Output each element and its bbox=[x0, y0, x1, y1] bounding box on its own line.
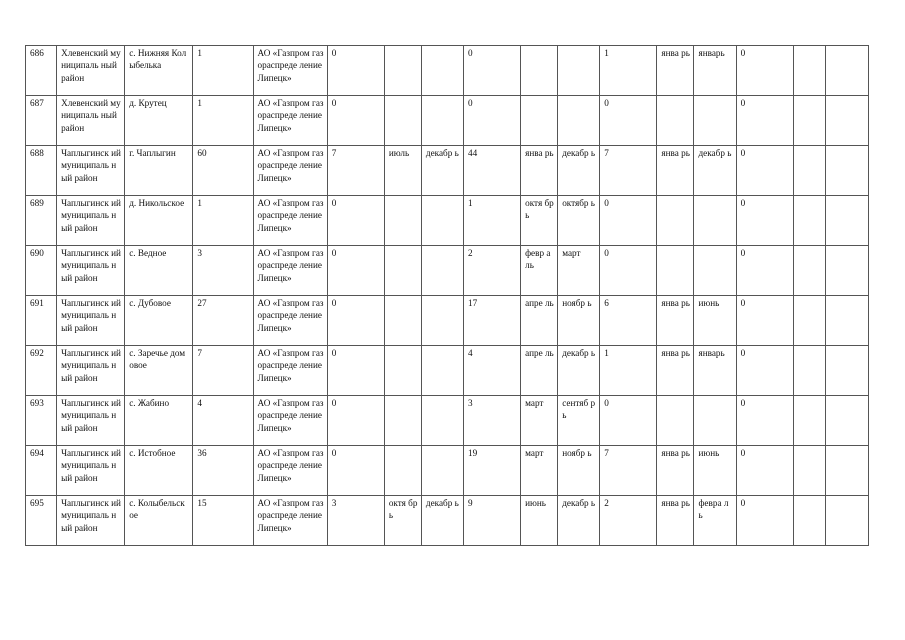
cell-settlement: с. Ведное bbox=[125, 246, 193, 296]
cell-extra-2 bbox=[825, 346, 868, 396]
table-row bbox=[26, 396, 869, 446]
cell-extra-2 bbox=[825, 496, 868, 546]
cell-count: 36 bbox=[193, 446, 253, 496]
cell-end-month-b bbox=[558, 46, 600, 96]
cell-extra-1 bbox=[793, 96, 825, 146]
cell-count: 1 bbox=[193, 96, 253, 146]
cell-extra-2 bbox=[825, 296, 868, 346]
cell-row-number: 695 bbox=[26, 496, 57, 546]
cell-start-month-c bbox=[657, 246, 694, 296]
cell-end-month-c bbox=[694, 96, 736, 146]
cell-start-month-b: янва рь bbox=[521, 146, 558, 196]
cell-row-number: 691 bbox=[26, 296, 57, 346]
cell-count: 3 bbox=[193, 246, 253, 296]
cell-start-month-a bbox=[384, 46, 421, 96]
cell-value-a: 0 bbox=[327, 446, 384, 496]
cell-value-d: 0 bbox=[736, 196, 793, 246]
cell-value-c: 1 bbox=[600, 46, 657, 96]
cell-start-month-c: янва рь bbox=[657, 146, 694, 196]
cell-value-b: 17 bbox=[463, 296, 520, 346]
cell-extra-2 bbox=[825, 246, 868, 296]
cell-value-c: 6 bbox=[600, 296, 657, 346]
cell-value-d: 0 bbox=[736, 146, 793, 196]
cell-start-month-a: октя брь bbox=[384, 496, 421, 546]
cell-end-month-c bbox=[694, 396, 736, 446]
cell-extra-2 bbox=[825, 146, 868, 196]
cell-operator: АО «Газпром газораспреде ление Липецк» bbox=[253, 446, 327, 496]
cell-row-number: 693 bbox=[26, 396, 57, 446]
cell-value-c: 7 bbox=[600, 146, 657, 196]
cell-row-number: 688 bbox=[26, 146, 57, 196]
cell-value-d: 0 bbox=[736, 246, 793, 296]
cell-extra-2 bbox=[825, 96, 868, 146]
cell-start-month-b: апре ль bbox=[521, 296, 558, 346]
cell-value-b: 2 bbox=[463, 246, 520, 296]
cell-row-number: 694 bbox=[26, 446, 57, 496]
cell-end-month-b: декабр ь bbox=[558, 496, 600, 546]
cell-start-month-c bbox=[657, 196, 694, 246]
cell-extra-2 bbox=[825, 446, 868, 496]
table-row bbox=[26, 346, 869, 396]
cell-operator: АО «Газпром газораспреде ление Липецк» bbox=[253, 46, 327, 96]
cell-value-d: 0 bbox=[736, 396, 793, 446]
cell-value-c: 0 bbox=[600, 96, 657, 146]
cell-district: Чаплыгинск ий муниципаль ный район bbox=[57, 346, 125, 396]
cell-operator: АО «Газпром газораспреде ление Липецк» bbox=[253, 396, 327, 446]
cell-start-month-b: июнь bbox=[521, 496, 558, 546]
cell-extra-2 bbox=[825, 46, 868, 96]
cell-extra-1 bbox=[793, 346, 825, 396]
cell-start-month-c: янва рь bbox=[657, 496, 694, 546]
cell-end-month-b: октябр ь bbox=[558, 196, 600, 246]
cell-start-month-b bbox=[521, 46, 558, 96]
cell-row-number: 690 bbox=[26, 246, 57, 296]
cell-value-a: 0 bbox=[327, 346, 384, 396]
cell-value-d: 0 bbox=[736, 96, 793, 146]
cell-start-month-b: февр аль bbox=[521, 246, 558, 296]
cell-value-d: 0 bbox=[736, 346, 793, 396]
cell-value-b: 19 bbox=[463, 446, 520, 496]
cell-end-month-c: январь bbox=[694, 346, 736, 396]
cell-value-c: 1 bbox=[600, 346, 657, 396]
cell-operator: АО «Газпром газораспреде ление Липецк» bbox=[253, 496, 327, 546]
cell-row-number: 687 bbox=[26, 96, 57, 146]
cell-district: Хлевенский муниципаль ный район bbox=[57, 46, 125, 96]
table-row bbox=[26, 146, 869, 196]
cell-settlement: с. Дубовое bbox=[125, 296, 193, 346]
cell-value-d: 0 bbox=[736, 496, 793, 546]
cell-value-c: 0 bbox=[600, 396, 657, 446]
cell-end-month-a bbox=[421, 346, 463, 396]
cell-value-c: 0 bbox=[600, 196, 657, 246]
cell-operator: АО «Газпром газораспреде ление Липецк» bbox=[253, 246, 327, 296]
cell-settlement: д. Никольское bbox=[125, 196, 193, 246]
cell-end-month-a bbox=[421, 196, 463, 246]
cell-start-month-c: янва рь bbox=[657, 46, 694, 96]
cell-start-month-c bbox=[657, 396, 694, 446]
cell-value-a: 0 bbox=[327, 96, 384, 146]
table-row bbox=[26, 296, 869, 346]
cell-district: Чаплыгинск ий муниципаль ный район bbox=[57, 196, 125, 246]
table-row bbox=[26, 46, 869, 96]
cell-extra-1 bbox=[793, 396, 825, 446]
cell-operator: АО «Газпром газораспреде ление Липецк» bbox=[253, 146, 327, 196]
cell-start-month-a bbox=[384, 296, 421, 346]
cell-settlement: с. Заречье домовое bbox=[125, 346, 193, 396]
table-body bbox=[26, 46, 869, 546]
cell-extra-1 bbox=[793, 146, 825, 196]
table-row bbox=[26, 196, 869, 246]
cell-count: 4 bbox=[193, 396, 253, 446]
cell-value-d: 0 bbox=[736, 446, 793, 496]
cell-value-b: 0 bbox=[463, 46, 520, 96]
cell-extra-1 bbox=[793, 446, 825, 496]
cell-value-b: 3 bbox=[463, 396, 520, 446]
cell-value-a: 0 bbox=[327, 296, 384, 346]
table-row bbox=[26, 446, 869, 496]
cell-district: Чаплыгинск ий муниципаль ный район bbox=[57, 396, 125, 446]
cell-end-month-b: декабр ь bbox=[558, 346, 600, 396]
cell-value-c: 0 bbox=[600, 246, 657, 296]
cell-end-month-c: июнь bbox=[694, 446, 736, 496]
cell-row-number: 689 bbox=[26, 196, 57, 246]
cell-settlement: г. Чаплыгин bbox=[125, 146, 193, 196]
cell-value-c: 2 bbox=[600, 496, 657, 546]
cell-end-month-c: июнь bbox=[694, 296, 736, 346]
cell-start-month-a bbox=[384, 446, 421, 496]
cell-value-a: 0 bbox=[327, 246, 384, 296]
gasification-table bbox=[25, 45, 869, 546]
cell-start-month-b: март bbox=[521, 396, 558, 446]
cell-settlement: с. Жабино bbox=[125, 396, 193, 446]
cell-start-month-c: янва рь bbox=[657, 346, 694, 396]
cell-end-month-c bbox=[694, 196, 736, 246]
cell-count: 1 bbox=[193, 196, 253, 246]
cell-extra-1 bbox=[793, 296, 825, 346]
cell-end-month-b: март bbox=[558, 246, 600, 296]
cell-end-month-a bbox=[421, 446, 463, 496]
cell-operator: АО «Газпром газораспреде ление Липецк» bbox=[253, 196, 327, 246]
cell-value-c: 7 bbox=[600, 446, 657, 496]
cell-count: 1 bbox=[193, 46, 253, 96]
cell-start-month-a: июль bbox=[384, 146, 421, 196]
cell-count: 7 bbox=[193, 346, 253, 396]
cell-row-number: 692 bbox=[26, 346, 57, 396]
cell-end-month-b bbox=[558, 96, 600, 146]
cell-district: Чаплыгинск ий муниципаль ный район bbox=[57, 496, 125, 546]
cell-extra-1 bbox=[793, 46, 825, 96]
cell-end-month-b: ноябр ь bbox=[558, 296, 600, 346]
cell-end-month-b: сентяб рь bbox=[558, 396, 600, 446]
cell-extra-1 bbox=[793, 246, 825, 296]
cell-extra-1 bbox=[793, 196, 825, 246]
cell-district: Чаплыгинск ий муниципаль ный район bbox=[57, 246, 125, 296]
cell-count: 15 bbox=[193, 496, 253, 546]
cell-value-b: 44 bbox=[463, 146, 520, 196]
cell-end-month-a bbox=[421, 296, 463, 346]
cell-settlement: с. Нижняя Колыбелька bbox=[125, 46, 193, 96]
cell-extra-1 bbox=[793, 496, 825, 546]
cell-start-month-c: янва рь bbox=[657, 446, 694, 496]
cell-start-month-b: октя брь bbox=[521, 196, 558, 246]
cell-end-month-a bbox=[421, 96, 463, 146]
cell-settlement: с. Истобное bbox=[125, 446, 193, 496]
cell-district: Чаплыгинск ий муниципаль ный район bbox=[57, 296, 125, 346]
cell-end-month-a bbox=[421, 246, 463, 296]
cell-district: Хлевенский муниципаль ный район bbox=[57, 96, 125, 146]
cell-extra-2 bbox=[825, 196, 868, 246]
cell-operator: АО «Газпром газораспреде ление Липецк» bbox=[253, 346, 327, 396]
cell-district: Чаплыгинск ий муниципаль ный район bbox=[57, 446, 125, 496]
cell-settlement: д. Крутец bbox=[125, 96, 193, 146]
cell-start-month-b: март bbox=[521, 446, 558, 496]
cell-value-a: 7 bbox=[327, 146, 384, 196]
cell-start-month-a bbox=[384, 346, 421, 396]
cell-start-month-a bbox=[384, 396, 421, 446]
cell-extra-2 bbox=[825, 396, 868, 446]
cell-value-b: 0 bbox=[463, 96, 520, 146]
cell-value-b: 9 bbox=[463, 496, 520, 546]
cell-operator: АО «Газпром газораспреде ление Липецк» bbox=[253, 96, 327, 146]
cell-end-month-c: январь bbox=[694, 46, 736, 96]
cell-end-month-a: декабр ь bbox=[421, 496, 463, 546]
cell-district: Чаплыгинск ий муниципаль ный район bbox=[57, 146, 125, 196]
cell-count: 27 bbox=[193, 296, 253, 346]
cell-value-b: 4 bbox=[463, 346, 520, 396]
cell-value-a: 0 bbox=[327, 396, 384, 446]
cell-value-a: 3 bbox=[327, 496, 384, 546]
cell-start-month-c bbox=[657, 96, 694, 146]
cell-end-month-c bbox=[694, 246, 736, 296]
cell-end-month-b: ноябр ь bbox=[558, 446, 600, 496]
cell-count: 60 bbox=[193, 146, 253, 196]
cell-value-d: 0 bbox=[736, 46, 793, 96]
table-row bbox=[26, 496, 869, 546]
cell-value-a: 0 bbox=[327, 196, 384, 246]
cell-end-month-a bbox=[421, 396, 463, 446]
cell-start-month-a bbox=[384, 96, 421, 146]
cell-start-month-a bbox=[384, 196, 421, 246]
cell-end-month-a: декабр ь bbox=[421, 146, 463, 196]
cell-start-month-b: апре ль bbox=[521, 346, 558, 396]
cell-start-month-b bbox=[521, 96, 558, 146]
cell-start-month-a bbox=[384, 246, 421, 296]
cell-value-a: 0 bbox=[327, 46, 384, 96]
cell-end-month-a bbox=[421, 46, 463, 96]
table-row bbox=[26, 246, 869, 296]
cell-start-month-c: янва рь bbox=[657, 296, 694, 346]
cell-value-d: 0 bbox=[736, 296, 793, 346]
cell-end-month-c: февра ль bbox=[694, 496, 736, 546]
cell-settlement: с. Колыбельск ое bbox=[125, 496, 193, 546]
cell-value-b: 1 bbox=[463, 196, 520, 246]
cell-row-number: 686 bbox=[26, 46, 57, 96]
cell-end-month-c: декабр ь bbox=[694, 146, 736, 196]
table-row bbox=[26, 96, 869, 146]
cell-operator: АО «Газпром газораспреде ление Липецк» bbox=[253, 296, 327, 346]
cell-end-month-b: декабр ь bbox=[558, 146, 600, 196]
